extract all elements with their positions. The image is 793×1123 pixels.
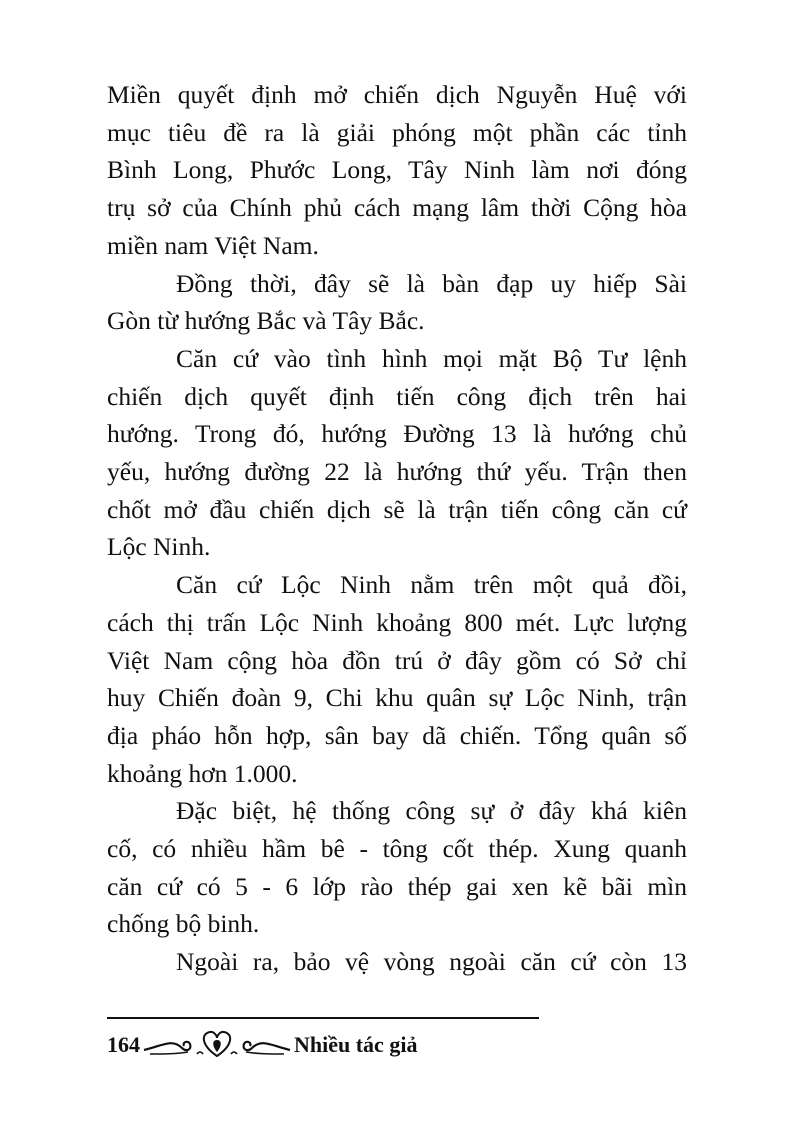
page-number: 164 <box>107 1032 140 1057</box>
text-line: chiến dịch quyết định tiến công địch trên hai <box>107 381 687 411</box>
footer-divider <box>107 1017 539 1019</box>
body-text <box>107 76 687 981</box>
text-line: Ngoài ra, bảo vệ vòng ngoài căn cứ còn 13 <box>176 947 687 977</box>
text-line: căn cứ có 5 - 6 lớp rào thép gai xen kẽ bãi mìn <box>107 871 687 901</box>
text-line: chống bộ binh. <box>107 909 260 939</box>
text-line: Việt Nam cộng hòa đồn trú ở đây gồm có Sở chỉ <box>107 645 687 675</box>
text-line: cố, có nhiều hầm bê - tông cốt thép. Xung quanh <box>107 834 687 864</box>
text-line: yếu, hướng đường 22 là hướng thứ yếu. Trận then <box>107 457 687 487</box>
page-footer <box>107 1028 417 1058</box>
text-line: khoảng hơn 1.000. <box>107 758 298 788</box>
text-line: huy Chiến đoàn 9, Chi khu quân sự Lộc Ninh, trận <box>107 683 687 713</box>
text-line: Đồng thời, đây sẽ là bàn đạp uy hiếp Sài <box>176 268 687 298</box>
text-line: Đặc biệt, hệ thống công sự ở đây khá kiên <box>176 796 687 826</box>
text-line: trụ sở của Chính phủ cách mạng lâm thời Cộng hòa <box>107 193 687 223</box>
text-line: địa pháo hỗn hợp, sân bay dã chiến. Tổng quân số <box>107 720 687 750</box>
text-line: cách thị trấn Lộc Ninh khoảng 800 mét. Lực lượng <box>107 607 687 637</box>
text-line: miền nam Việt Nam. <box>107 230 319 260</box>
text-line: Bình Long, Phước Long, Tây Ninh làm nơi đóng <box>107 155 687 185</box>
text-line: Căn cứ vào tình hình mọi mặt Bộ Tư lệnh <box>176 343 687 373</box>
author-name: Nhiều tác giả <box>294 1032 418 1057</box>
floral-ornament-icon <box>142 1028 292 1058</box>
text-line: chốt mở đầu chiến dịch sẽ là trận tiến công căn cứ <box>107 494 687 524</box>
text-line: mục tiêu đề ra là giải phóng một phần các tỉnh <box>107 117 687 147</box>
text-line: Miền quyết định mở chiến dịch Nguyễn Huệ với <box>107 80 687 109</box>
text-line: Gòn từ hướng Bắc và Tây Bắc. <box>107 306 425 336</box>
text-line: Căn cứ Lộc Ninh nằm trên một quả đồi, <box>176 570 687 600</box>
text-line: hướng. Trong đó, hướng Đường 13 là hướng chủ <box>107 419 687 449</box>
text-line: Lộc Ninh. <box>107 532 211 562</box>
